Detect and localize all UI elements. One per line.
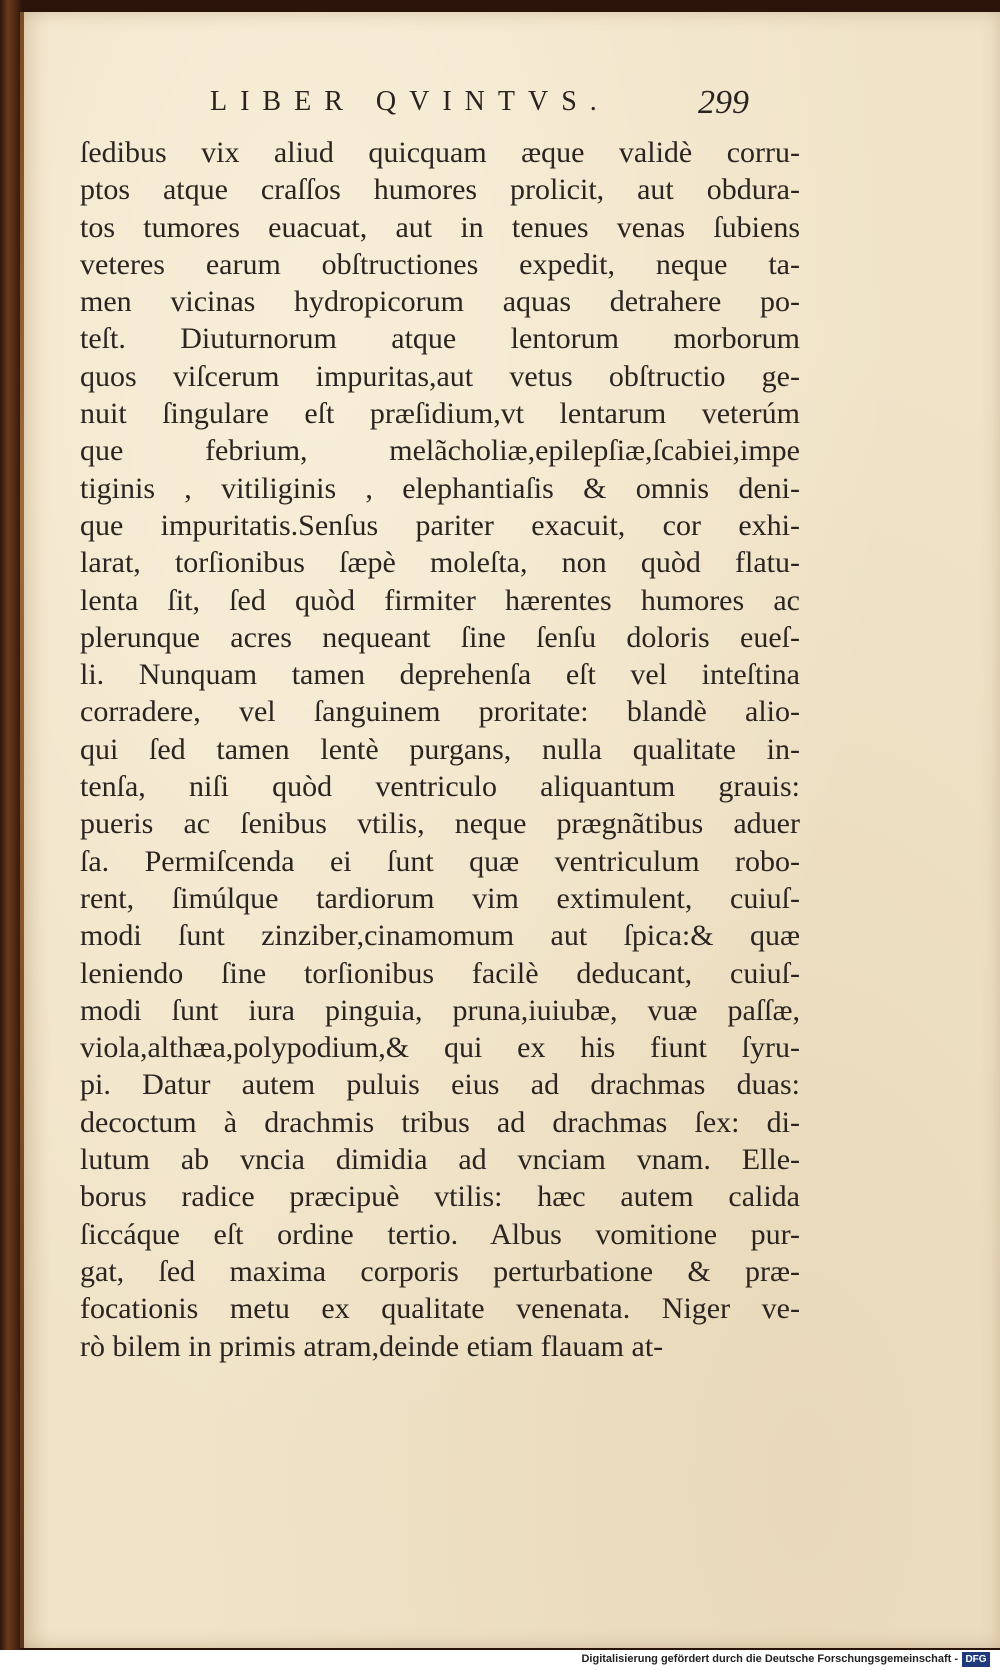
page-header bbox=[20, 86, 1000, 126]
dfg-logo: DFG bbox=[962, 1652, 990, 1667]
text-line: que impuritatis.Senſus pariter exacuit, cor exhi- bbox=[80, 508, 800, 542]
text-line: larat, torſionibus ſæpè moleſta, non quòd flatu- bbox=[80, 546, 800, 580]
digitization-credit: Digitalisierung gefördert durch die Deutsche Forschungsgemeinschaft - bbox=[581, 1653, 958, 1665]
text-line: modi ſunt iura pinguia, pruna,iuiubæ, vuæ paſſæ, bbox=[80, 993, 800, 1027]
text-line: ptos atque craſſos humores prolicit, aut obdura- bbox=[80, 173, 800, 207]
text-line: ſa. Permiſcenda ei ſunt quæ ventriculum robo- bbox=[80, 844, 800, 878]
text-line: quos viſcerum impuritas,aut vetus obſtructio ge- bbox=[80, 359, 800, 393]
text-line: ſedibus vix aliud quicquam æque validè corru- bbox=[80, 136, 800, 169]
text-line: tenſa, niſi quòd ventriculo aliquantum grauis: bbox=[80, 770, 800, 804]
text-line: pi. Datur autem puluis eius ad drachmas duas: bbox=[80, 1068, 800, 1102]
text-line: li. Nunquam tamen deprehenſa eſt vel inteſtina bbox=[80, 658, 800, 692]
running-title: LIBER QVINTVS. bbox=[210, 86, 610, 117]
text-line: modi ſunt zinziber,cinamomum aut ſpica:& quæ bbox=[80, 919, 800, 953]
text-line: que febrium, melãcholiæ,epilepſiæ,ſcabiei,impe bbox=[80, 434, 800, 468]
text-line: ſiccáque eſt ordine tertio. Albus vomitione pur- bbox=[80, 1217, 800, 1251]
text-line: leniendo ſine torſionibus facilè deducant, cuiuſ- bbox=[80, 956, 800, 990]
page-gutter bbox=[20, 12, 24, 1648]
text-line: rent, ſimúlque tardiorum vim extimulent, cuiuſ- bbox=[80, 881, 800, 915]
text-line: qui ſed tamen lentè purgans, nulla qualitate in- bbox=[80, 732, 800, 766]
text-line: men vicinas hydropicorum aquas detrahere po- bbox=[80, 285, 800, 319]
text-line: pueris ac ſenibus vtilis, neque prægnãtibus aduer bbox=[80, 807, 800, 841]
text-line: viola,althæa,polypodium,& qui ex his fiunt ſyru- bbox=[80, 1031, 800, 1065]
text-line: decoctum à drachmis tribus ad drachmas ſex: di- bbox=[80, 1105, 800, 1139]
text-line: rò bilem in primis atram,deinde etiam flauam at- bbox=[80, 1329, 664, 1363]
text-line: plerunque acres nequeant ſine ſenſu doloris eueſ- bbox=[80, 620, 800, 654]
text-line: corradere, vel ſanguinem proritate: blandè alio- bbox=[80, 695, 800, 729]
text-line: focationis metu ex qualitate venenata. Niger ve- bbox=[80, 1292, 800, 1326]
text-line: nuit ſingulare eſt præſidium,vt lentarum veterúm bbox=[80, 397, 800, 431]
text-line: veteres earum obſtructiones expedit, neque ta- bbox=[80, 247, 800, 281]
text-line: lenta ſit, ſed quòd firmiter hærentes humores ac bbox=[80, 583, 800, 617]
text-line: gat, ſed maxima corporis perturbatione & præ- bbox=[80, 1254, 800, 1288]
text-line: borus radice præcipuè vtilis: hæc autem calida bbox=[80, 1180, 800, 1214]
text-line: teſt. Diuturnorum atque lentorum morborum bbox=[80, 322, 800, 356]
page-number: 299 bbox=[698, 84, 749, 121]
body-text bbox=[80, 134, 800, 1365]
text-line: tos tumores euacuat, aut in tenues venas ſubiens bbox=[80, 210, 800, 244]
text-line: tiginis , vitiliginis , elephantiaſis & omnis deni- bbox=[80, 471, 800, 505]
text-line: lutum ab vncia dimidia ad vnciam vnam. Elle- bbox=[80, 1143, 800, 1177]
book-page bbox=[20, 12, 1000, 1648]
